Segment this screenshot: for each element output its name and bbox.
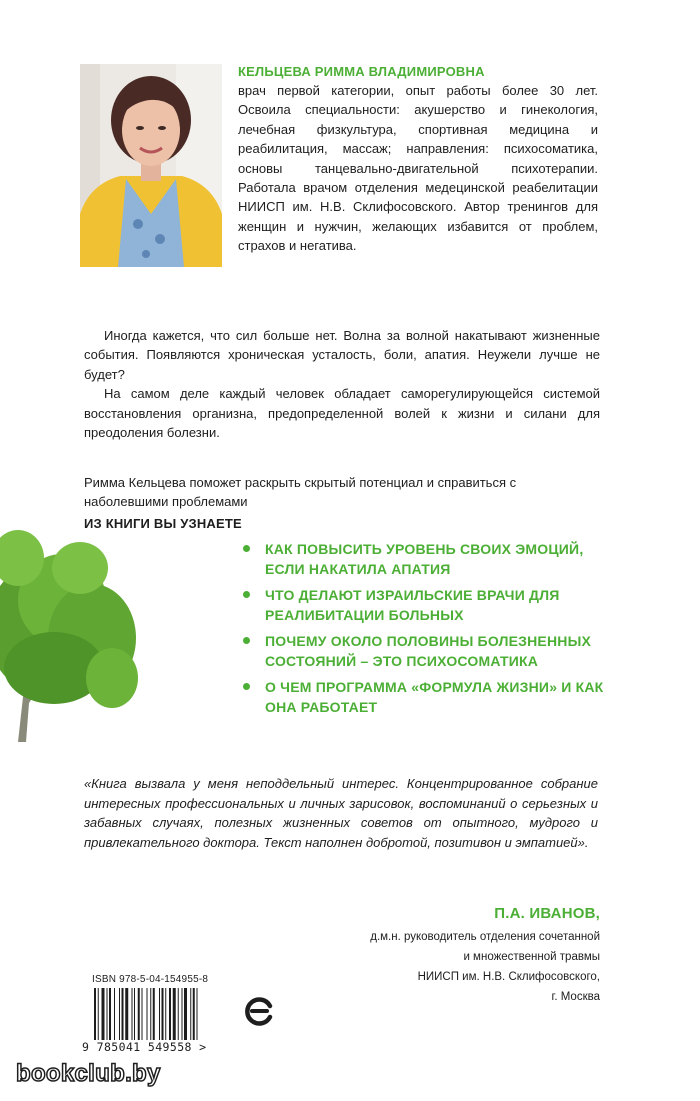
closing-paragraph: Римма Кельцева поможет раскрыть скрытый потенциал и справиться с наболевшими проблемами bbox=[84, 475, 517, 510]
reviewer-info: д.м.н. руководитель отделения сочетанной и множественной травмы НИИСП им. Н.В. Склифосовского, г. Москва bbox=[370, 931, 600, 1003]
bullet-icon bbox=[243, 683, 250, 690]
learn-item: О ЧЕМ ПРОГРАММА «ФОРМУЛА ЖИЗНИ» И КАК ОНА РАБОТАЕТ bbox=[243, 678, 613, 717]
barcode bbox=[92, 988, 234, 1040]
barcode-digits: 9 785041 549558 > bbox=[82, 1040, 207, 1054]
bullet-icon bbox=[243, 637, 250, 644]
eksmo-logo-icon bbox=[244, 996, 274, 1026]
review-quote: «Книга вызвала у меня неподдельный интерес. Концентрированное собрание интересных профессиональных и личных зарисовок, воспоминаний о серьезных и забавных случаях, полезных жизненных советов от опытного, мудрого и привлекательного доктора. Текст наполнен добротой, позитивон и эмпатией». bbox=[84, 776, 598, 850]
learn-item: ПОЧЕМУ ОКОЛО ПОЛОВИНЫ БОЛЕЗНЕННЫХ СОСТОЯНИЙ – ЭТО ПСИХОСОМАТИКА bbox=[243, 632, 613, 671]
intro-text bbox=[84, 326, 600, 442]
learn-item: КАК ПОВЫСИТЬ УРОВЕНЬ СВОИХ ЭМОЦИЙ, ЕСЛИ НАКАТИЛА АПАТИЯ bbox=[243, 540, 613, 579]
reviewer-name: П.А. ИВАНОВ, bbox=[494, 905, 600, 922]
bullet-icon bbox=[243, 591, 250, 598]
learn-heading: ИЗ КНИГИ ВЫ УЗНАЕТЕ bbox=[84, 516, 242, 531]
tree-illustration bbox=[0, 518, 140, 742]
learn-item: ЧТО ДЕЛАЮТ ИЗРАИЛЬСКИЕ ВРАЧИ ДЛЯ РЕАЛИБИТАЦИИ БОЛЬНЫХ bbox=[243, 586, 613, 625]
intro-paragraph-2: На самом деле каждый человек обладает саморегулирующейся системой восстановления организна, предопределенной волей к жизни и силани для преодоления болезни. bbox=[84, 386, 600, 441]
isbn: ISBN 978-5-04-154955-8 bbox=[92, 974, 209, 985]
watermark: bookclub.by bbox=[16, 1060, 161, 1087]
author-name: КЕЛЬЦЕВА РИММА ВЛАДИМИРОВНА bbox=[238, 64, 485, 79]
learn-list bbox=[243, 540, 613, 724]
author-photo bbox=[80, 64, 222, 267]
intro-paragraph-1: Иногда кажется, что сил больше нет. Волна за волной накатывают жизненные события. Появляются хроническая усталость, боли, апатия. Неужели лучше не будет? bbox=[84, 328, 600, 382]
bullet-icon bbox=[243, 545, 250, 552]
author-bio: врач первой категории, опыт работы более 30 лет. Освоила специальности: акушерство и гинекология, лечебная физкультура, спортивная медицина и реабилитация, массаж; направления: психосоматика, основы танцевально-двигательной психотерапии. Работала врачом отделения медецинской реабелитации НИИСП им. Н.В. Склифосовского. Автор тренингов для женщин и нужчин, желающих избавится от проблем, страхов и негатива. bbox=[238, 83, 598, 254]
